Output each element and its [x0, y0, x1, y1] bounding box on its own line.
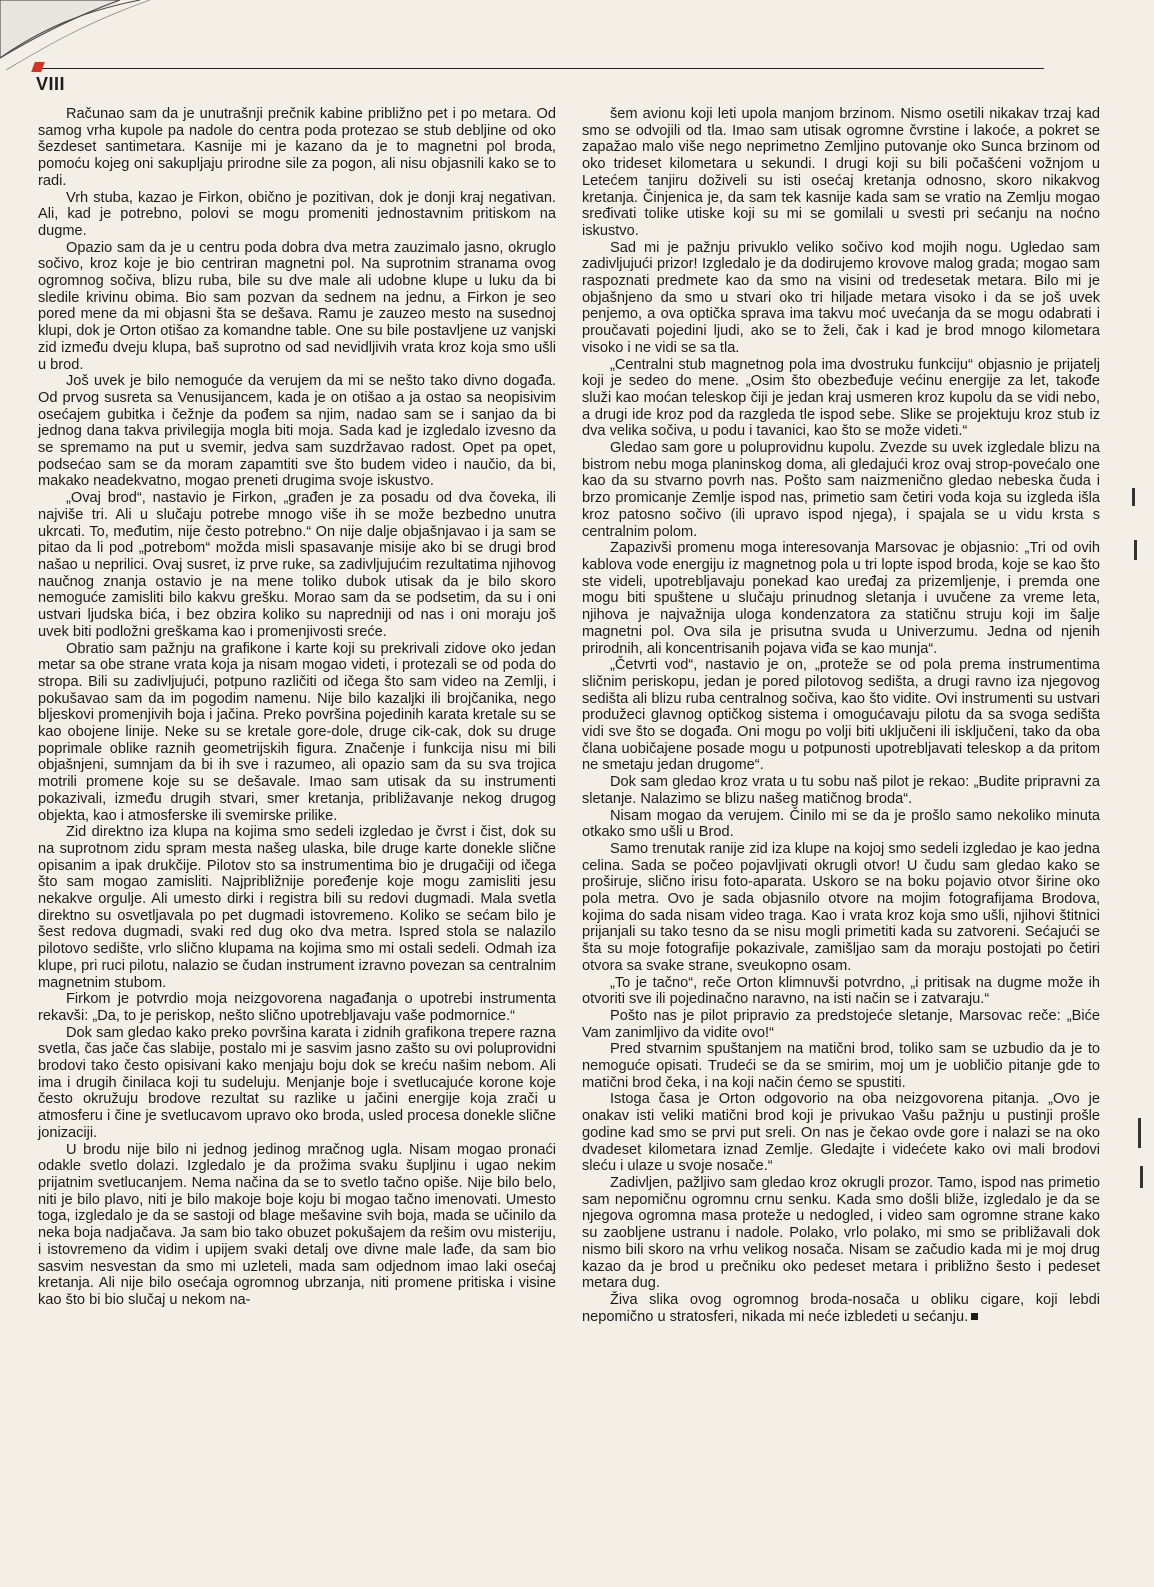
paragraph: Pošto nas je pilot pripravio za predstojeće sletanje, Marsovac reče: „Biće Vam zanimljivo da vidite ovo!“: [582, 1007, 1100, 1041]
article-columns: [38, 106, 1100, 1566]
paragraph: Nisam mogao da verujem. Činilo mi se da je prošlo samo nekoliko minuta otkako smo ušli u Brod.: [582, 807, 1100, 841]
paragraph: Živa slika ovog ogromnog broda-nosača u obliku cigare, koji lebdi nepomično u stratosferi, nikada mi neće izbledeti u sećanju.: [582, 1291, 1100, 1325]
end-of-article-icon: [971, 1313, 978, 1320]
paragraph: Firkom je potvrdio moja neizgovorena nagađanja o upotrebi instrumenta rekavši: „Da, to je periskop, nešto slično upotrebljavaju vaše podmornice.“: [38, 991, 556, 1024]
margin-mark: [1132, 488, 1135, 506]
right-column: [582, 106, 1100, 1566]
margin-mark: [1134, 540, 1137, 560]
paragraph: Dok sam gledao kako preko površina karata i zidnih grafikona trepere razna svetla, čas jače čas slabije, postalo mi je sasvim jasno zašto su ovi poluprovidni brodovi tako često opisivani kako menjaju boju dok se kreću našim nebom. Ali ima i drugih činilaca koji tu sudeluju. Menjanje boje i svetlucajuće korone koje često okružuju brodove rezultat su razlike u jačini energije koja zrači u atmosferu i čine je svetlucavom upravo oko broda, usled procesa donekle slične jonizaciji.: [38, 1024, 556, 1141]
paragraph: Zadivljen, pažljivo sam gledao kroz okrugli prozor. Tamo, ispod nas primetio sam nepomičnu ogromnu crnu senku. Kada smo došli bliže, izgledalo je da se njegova ogromna masa proteže u nedogled, i video sam ogromne strane kako su zaobljene ustranu i nadole. Polako, vrlo polako, mi smo se približavali dok nismo bili skoro na vrhu velikog nosača. Nisam se začudio kada mi je moj drug kazao da je brod u prečniku oko pedeset metara i približno šesto i pedeset metara dug.: [582, 1175, 1100, 1292]
paragraph: Sad mi je pažnju privuklo veliko sočivo kod mojih nogu. Ugledao sam zadivljujući prizor! Izgledalo je da dodirujemo krovove malog grada; mogao sam raspoznati predmete kao da smo na visini od tredesetak metara. Bilo mi je objašnjeno da smo u stvari oko tri hiljade metara visoko i da se još uvek penjemo, a ova optička sprava ima takvu moć uvećanja da se mogu odabrati i proučavati pojedini ljudi, ako se to želi, čak i kad je brod mnogo kilometara visoko i ne vidi se sa tla.: [582, 239, 1100, 356]
paragraph: „Četvrti vod“, nastavio je on, „proteže se od pola prema instrumentima sličnim periskopu, jedan je pored pilotovog sedišta, a drugi ravno iza njegovog sedišta ali blizu ruba centralnog sočiva, kao što vidite. Ovi instrumenti su ustvari produžeci glavnog optičkog sistema i omogućavaju pilotu da sa svoga sedišta vidi sve što se događa. Oni mogu po volji biti uključeni ili isključeni, tako da oba člana uobičajene posade mogu u potpunosti upotrebljavati teleskop a da pritom ne smetaju jedan drugome“.: [582, 657, 1100, 774]
paragraph: Gledao sam gore u poluprovidnu kupolu. Zvezde su uvek izgledale blizu na bistrom nebu moga planinskog doma, ali gledajući kroz ovaj strop-povećalo one kao da su stvarno povrh nas. Pošto sam naizmenično gledao nebeska čuda i brzo promicanje Zemlje ispod nas, primetio sam četiri voda koja su izgleda išla kroz patosno sočivo (ili upravo ispod njega), i spajala se u vidu krsta s centralnim polom.: [582, 440, 1100, 540]
paragraph: Istoga časa je Orton odgovorio na oba neizgovorena pitanja. „Ovo je onakav isti veliki matični brod koji je privukao Vašu pažnju u pustinji prošle godine kad smo se prvi put sreli. On nas je čekao ovde gore i nalazi se na oko dvadeset kilometara iznad Zemlje. Gledajte i videćete kako ovi mali brodovi sleću i ulaze u svoje nosače.“: [582, 1091, 1100, 1175]
left-column: [38, 106, 556, 1566]
paragraph: U brodu nije bilo ni jednog jedinog mračnog ugla. Nisam mogao pronaći odakle svetlo dolazi. Izgledalo je da prožima svaku šupljinu i ugao nekim prijatnim svetlucanjem. Nema načina da se to svetlo tačno opiše. Nije bilo belo, niti je bilo plavo, niti je bilo makoje boje koju bi mogao tačno imenovati. Umesto toga, izgledalo je da se sastoji od blage mešavine svih boja, mada se učinilo da neka boja nadjačava. Ja sam bio tako obuzet pokušajem da rešim ovu misteriju, i istovremeno da vidim i upijem svaki detalj ove divne male lađe, da sam bio sasvim nesvestan da smo mi uzleteli, mada sam odjednom imao laki osećaj kretanja. Ali nije bilo osećaja ogromnog ubrzanja, niti promene pritiska i visine kao što bi bio slučaj u nekom na-: [38, 1141, 556, 1308]
paragraph: Obratio sam pažnju na grafikone i karte koji su prekrivali zidove oko jedan metar sa obe strane vrata koja ja nisam mogao videti, i protezali se od poda do stropa. Bili su zadivljujući, potpuno različiti od ičega što sam video na Zemlji, i pokušavao sam da im pogodim namenu. Nije bilo kazaljki ili brojčanika, nego bljeskovi promenjivih boja i jačina. Preko površina pojedinih karata kretale su se kao obojene linije. Neke su se kretale gore-dole, druge cik-cak, dok su druge poprimale oblike raznih geometrijskih figura. Značenje i funkcija nisu mi bili objašnjeni, sumnjam da bi ih sve i razumeo, ali opazio sam da su sva trojica motrili promene koje su se dešavale. Imao sam utisak da su instrumenti pokazivali, između drugih stvari, smer kretanja, približavanje nekog drugog objekta, kao i atmosferske ili svemirske prilike.: [38, 640, 556, 824]
paragraph: Pred stvarnim spuštanjem na matični brod, toliko sam se uzbudio da je to nemoguće opisati. Trudeći se da se smirim, moj um je uobličio pitanje gde to matični brod čeka, i na koji način ćemo se spustiti.: [582, 1041, 1100, 1091]
paragraph: „Centralni stub magnetnog pola ima dvostruku funkciju“ objasnio je prijatelj koji je sedeo do mene. „Osim što obezbeđuje većinu energije za let, takođe služi kao moćan teleskop čiji je jedan kraj usmeren kroz kupolu da se vidi nebo, a drugi ide kroz pod da razgleda tle ispod sebe. Slike se projektuju kroz stub iz dva velika sočiva, u podu i tavanici, kao što se može videti.“: [582, 356, 1100, 440]
paragraph: Vrh stuba, kazao je Firkon, obično je pozitivan, dok je donji kraj negativan. Ali, kad je potrebno, polovi se mogu promeniti jednostavnim pritiskom na dugme.: [38, 189, 556, 239]
paragraph: Još uvek je bilo nemoguće da verujem da mi se nešto tako divno događa. Od prvog susreta sa Venusijancem, kada je on otišao a ja ostao sa neopisivim osećajem gubitka i čežnje da pođem sa njim, nadao sam se i sanjao da bi jednog dana takva privilegija mogla biti moja. Sada kad je izgledalo izvesno da se spremamo na put u svemir, jedva sam suzdržavao radost. Opet pa opet, podsećao sam se da moram zapamtiti sve što budem video i naučio, da bi, makako neadekvatno, mogao preneti drugima svoje iskustvo.: [38, 373, 556, 490]
paragraph: Samo trenutak ranije zid iza klupe na kojoj smo sedeli izgledao je kao jedna celina. Sada se počeo pojavljivati okrugli otvor! U čudu sam gledao kako se proširuje, slično irisu foto-aparata. Uskoro se na boku pojavio otvor širine oko pola metra. Ovo je sada objasnilo otvore na mojim fotografijama Brodova, kojima do sada nisam video traga. Kao i vrata kroz koja smo ušli, njihovi štitnici prijanjali su tako tesno da se nisu mogli primetiti kada su zatvoreni. Sećajući se šta su moje fotografije pokazivale, zamišljao sam da moraju postojati po četiri otvora sa svake strane, sveukopno osam.: [582, 840, 1100, 974]
margin-mark: [1138, 1118, 1141, 1148]
header-rule: [36, 68, 1044, 69]
paragraph: Zapazivši promenu moga interesovanja Marsovac je objasnio: „Tri od ovih kablova vode energiju iz magnetnog pola u tri lopte ispod broda, koje se kao što ste videli, upotrebljavaju ponekad kao uređaj za prizemljenje, i premda one mogu biti spuštene u slučaju prinudnog sletanja i uvučene za vreme leta, njihova je najvažnija uloga kondenzatora za statičnu struju koji im šalje magnetni pol. Ova sila je prisutna svuda u Univerzumu. Jedna od njenih prirodnih, ali koncentrisanih pojava viđa se kao munja“.: [582, 540, 1100, 657]
paragraph: „Ovaj brod“, nastavio je Firkon, „građen je za posadu od dva čoveka, ili najviše tri. Ali u slučaju potrebe mnogo više ih se može bezbedno unutra ukrcati. To, međutim, nije često potrebno.“ On nije dalje objašnjavao i ja sam se pitao da li pod „potrebom“ možda misli spasavanje misije ako bi se drugi brod našao u neprilici. Ovaj susret, iz prve ruke, sa zadivljujućim rezultatima njihovog naučnog znanja ostavio je na mene toliko dubok utisak da je bilo skoro nemoguće zamisliti bilo kakvu grešku. Morao sam da se podsetim, da su i oni ustvari ljudska bića, i bez obzira koliko su napredniji od nas i oni moraju još uvek biti podložni greškama kao i promenjivosti sreće.: [38, 490, 556, 640]
margin-mark: [1140, 1166, 1143, 1188]
page-number: VIII: [36, 74, 66, 94]
paragraph: Dok sam gledao kroz vrata u tu sobu naš pilot je rekao: „Budite pripravni za sletanje. Nalazimo se blizu našeg matičnog broda“.: [582, 774, 1100, 807]
paragraph: šem avionu koji leti upola manjom brzinom. Nismo osetili nikakav trzaj kad smo se odvojili od tla. Imao sam utisak ogromne čvrstine i lakoće, a pokret se zapažao malo više nego neprimetno Zemljino putovanje oko Sunca brzinom od oko trideset kilometara u sekundi. I drugi koji su bili počašćeni vožnjom u Letećem tanjiru doživeli su isti osećaj kretanja odnosno, skoro nikakvog kretanja. Činjenica je, da sam tek kasnije kada sam se vratio na Zemlju mogao sređivati tolike utiske koji su mi se gomilali u svesti pri sećanju na noćno iskustvo.: [582, 106, 1100, 239]
paragraph: „To je tačno“, reče Orton klimnuvši potvrdno, „i pritisak na dugme može ih otvoriti sve ili pojedinačno naravno, na isti način se i zatvaraju.“: [582, 974, 1100, 1008]
paragraph: Opazio sam da je u centru poda dobra dva metra zauzimalo jasno, okruglo sočivo, kroz koje je bio centriran magnetni pol. Na suprotnim stranama ovog ogromnog sočiva, blizu ruba, bile su dve male ali udobne klupe u luku da bi sledile krivinu obima. Bio sam pozvan da sednem na jednu, a Firkon je seo pored mene da mi objasni šta se dešava. Ramu je zauzeo mesto na susednoj klupi, dok je Orton otišao za komandne table. One su bile postavljene uz vanjski zid između dveju klupa, baš suprotno od sad nevidljivih vrata kroz koja smo ušli u brod.: [38, 239, 556, 373]
paragraph: Zid direktno iza klupa na kojima smo sedeli izgledao je čvrst i čist, dok su na suprotnom zidu spram mesta našeg ulaska, bile druge karte donekle slične opisanim a ipak drukčije. Pilotov sto sa instrumentima bio je drugačiji od ičega što sam mogao zamisliti. Najpribližnije poređenje koje mogu zamisliti jesu nekakve orgulje. Ali umesto dirki i registra bili su redovi dugmadi. Mala svetla direktno su osvetljavala po pet dugmadi istovremeno. Koliko se sećam bilo je šest redova dugmadi, svaki red dug oko dva metra. Ispred stola se nalazilo pilotovo sedište, vrlo slično klupama na kojima smo mi ostali sedeli. Odmah iza klupe, pri ruci pilotu, nalazio se čudan instrument izravno povezan sa centralnim magnetnim stubom.: [38, 824, 556, 991]
paragraph: Računao sam da je unutrašnji prečnik kabine približno pet i po metara. Od samog vrha kupole pa nadole do centra poda protezao se stub debljine od oko šezdeset santimetara. Kasnije mi je kazano da je to magnetni pol broda, pomoću kojeg oni sakupljaju prirodne sile za pogon, ali nisu objasnili kako se to radi.: [38, 106, 556, 189]
